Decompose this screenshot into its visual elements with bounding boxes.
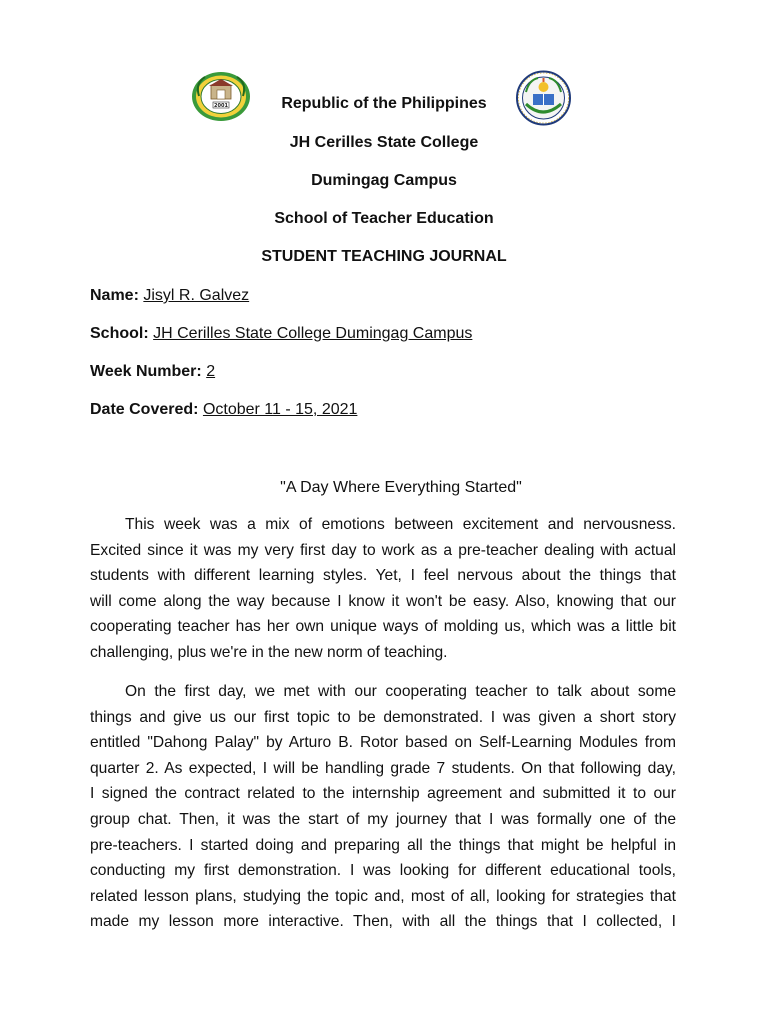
header-campus: Dumingag Campus: [311, 172, 457, 189]
paragraph-line: entitled "Dahong Palay" by Arturo B. Rotor based on Self-Learning Modules from: [90, 734, 676, 752]
paragraph-line: things and give us our first topic to be demonstrated. I was given a short story: [90, 708, 676, 726]
essay-paragraph-2: [90, 679, 676, 935]
paragraph-line: quarter 2. As expected, I will be handling grade 7 students. On that following day,: [90, 759, 676, 777]
paragraph-line: conducting my first demonstration. I was looking for different educational tools,: [90, 862, 676, 880]
paragraph-line: Excited since it was my very first day to work as a pre-teacher dealing with actual: [90, 541, 676, 559]
school-field: [90, 324, 472, 344]
paragraph-line: made my lesson more interactive. Then, with all the things that I collected, I: [90, 913, 676, 931]
name-field: [90, 286, 249, 306]
svg-text:2001: 2001: [214, 103, 228, 109]
paragraph-line: This week was a mix of emotions between excitement and nervousness.: [125, 516, 676, 533]
school-label: School:: [90, 325, 149, 342]
name-label: Name:: [90, 287, 139, 304]
paragraph-line: group chat. Then, it was the start of my journey that I was formally one of the: [90, 810, 676, 828]
header-country: Republic of the Philippines: [281, 95, 487, 112]
paragraph-line: will come along the way because I know it won't be easy. Also, knowing that our: [90, 592, 676, 610]
paragraph-line: I signed the contract related to the internship agreement and submitted it to our: [90, 785, 676, 803]
essay-paragraph-1: [90, 512, 676, 666]
header-school: School of Teacher Education: [274, 210, 494, 227]
week-value: 2: [206, 363, 216, 380]
school-value: JH Cerilles State College Dumingag Campus: [153, 325, 473, 342]
header-college: JH Cerilles State College: [289, 134, 479, 151]
paragraph-line: challenging, plus we're in the new norm of teaching.: [90, 643, 448, 661]
paragraph-line: On the first day, we met with our cooperating teacher to talk about some: [125, 683, 676, 700]
date-field: [90, 400, 357, 420]
date-value: October 11 - 15, 2021: [202, 401, 358, 418]
essay-title: "A Day Where Everything Started": [280, 479, 522, 496]
paragraph-line: students with different learning styles. Yet, I feel nervous about the things that: [90, 567, 676, 585]
date-label: Date Covered:: [90, 401, 199, 418]
paragraph-line: cooperating teacher has her own unique ways of molding us, which was a little bit: [90, 618, 676, 636]
week-label: Week Number:: [90, 363, 202, 380]
header-journal-title: STUDENT TEACHING JOURNAL: [261, 248, 507, 265]
week-field: [90, 362, 215, 382]
paragraph-line: related lesson plans, studying the topic and, most of all, looking for strategies that: [90, 887, 676, 905]
paragraph-line: pre-teachers. I started doing and preparing all the things that might be helpful in: [90, 836, 676, 854]
name-value: Jisyl R. Galvez: [143, 287, 250, 304]
